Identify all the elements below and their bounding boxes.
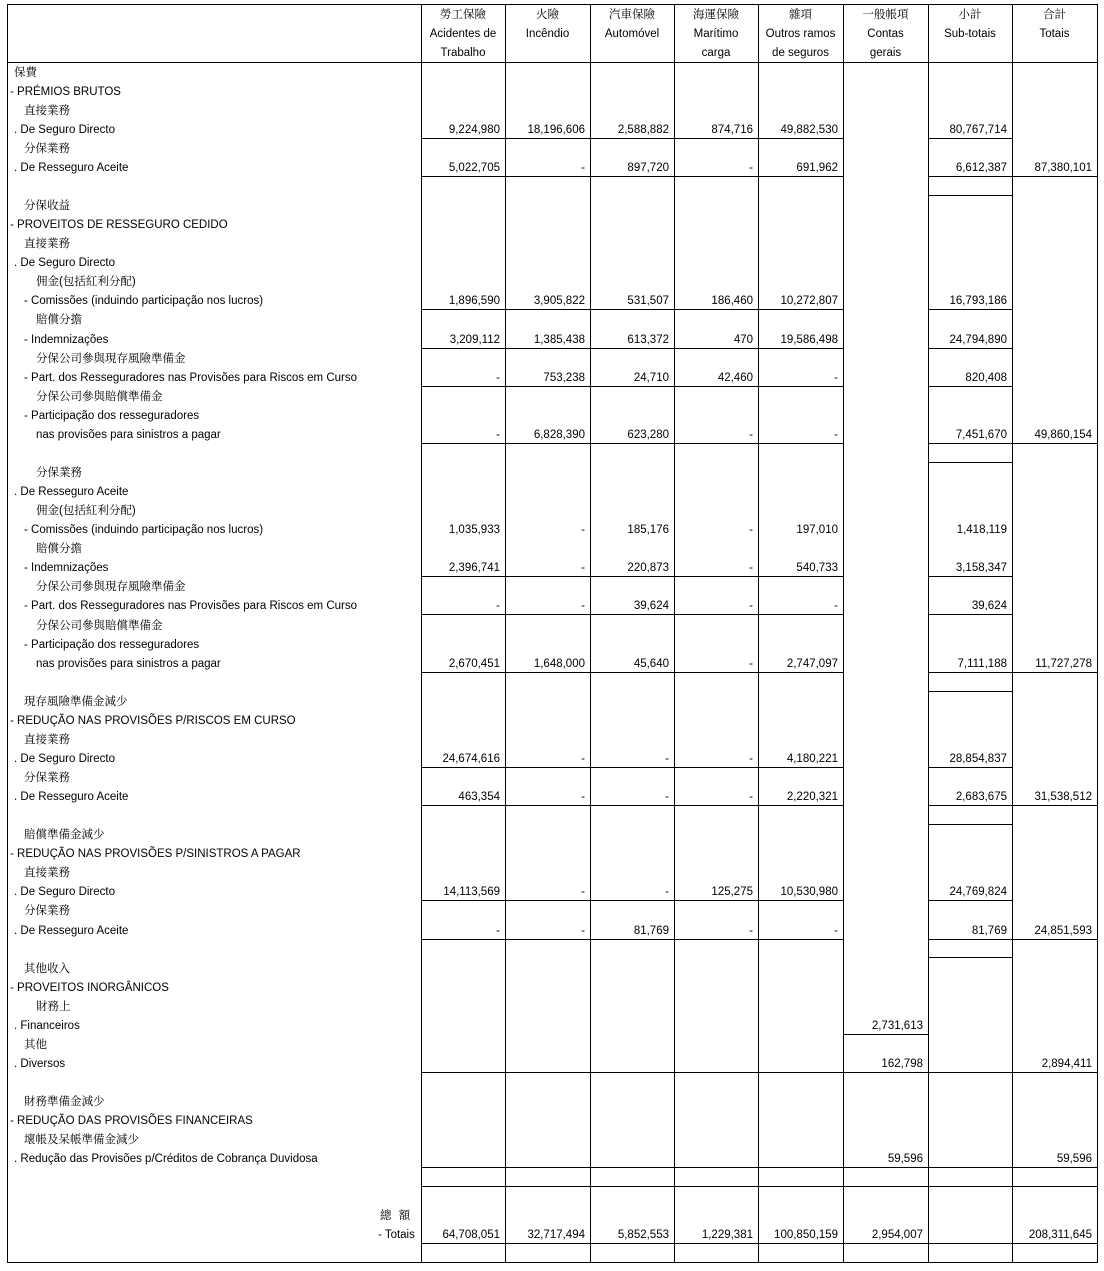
grid-line	[421, 805, 843, 806]
cell-value: -	[581, 600, 585, 612]
row-label: 其他	[24, 1039, 47, 1051]
column-header-line: Acidentes de	[429, 28, 497, 40]
row-label: 財務準備金減少	[24, 1096, 105, 1108]
grid-line	[421, 138, 843, 139]
cell-value: 4,180,221	[786, 753, 838, 765]
cell-value: 1,418,119	[956, 524, 1007, 536]
cell-value: -	[496, 600, 500, 612]
row-label: - Indemnizações	[24, 334, 109, 346]
grid-line	[421, 576, 843, 577]
grid-line	[1012, 443, 1097, 444]
grid-line	[421, 672, 843, 673]
grid-line	[421, 939, 843, 940]
grid-line	[928, 138, 1012, 139]
grid-line	[421, 348, 843, 349]
grid-line	[674, 4, 675, 1262]
cell-value: 16,793,186	[949, 295, 1007, 307]
cell-value: 1,035,933	[448, 524, 500, 536]
row-label: 分保業務	[24, 905, 70, 917]
grid-line	[928, 900, 1012, 901]
grid-line	[421, 176, 843, 177]
row-label: . De Resseguro Aceite	[14, 791, 129, 803]
cell-value: 49,860,154	[1034, 429, 1092, 441]
cell-value: 3,158,347	[955, 562, 1007, 574]
grid-line	[1012, 805, 1097, 806]
cell-value: 1,385,438	[533, 334, 585, 346]
grid-line	[7, 62, 1098, 63]
row-label: - Participação dos resseguradores	[24, 410, 200, 422]
grid-line	[928, 767, 1012, 768]
cell-value: -	[496, 925, 500, 937]
row-label: . De Resseguro Aceite	[14, 486, 129, 498]
grid-line	[421, 1186, 1098, 1187]
grid-line	[1012, 1072, 1097, 1073]
column-header-line: 一般帳項	[862, 9, 909, 21]
grid-line	[590, 4, 591, 1262]
cell-value: 39,624	[971, 600, 1007, 612]
row-label: - Comissões (induindo participação nos lucros)	[24, 524, 264, 536]
cell-value: 197,010	[796, 524, 838, 536]
cell-value: -	[749, 162, 753, 174]
row-label: 財務上	[36, 1001, 71, 1013]
row-label: - Part. dos Resseguradores nas Provisões para Riscos em Curso	[24, 372, 358, 384]
row-label: . Redução das Provisões p/Créditos de Cobrança Duvidosa	[14, 1153, 318, 1165]
cell-value: -	[749, 925, 753, 937]
row-label: 壞帳及呆帳準備金減少	[24, 1134, 139, 1146]
grid-line	[421, 443, 843, 444]
row-label: 分保業務	[36, 467, 82, 479]
row-label: . De Seguro Directo	[14, 753, 115, 765]
column-header-line: 勞工保險	[440, 9, 486, 21]
cell-value: -	[749, 429, 753, 441]
total-value: 64,708,051	[442, 1229, 500, 1241]
grid-line	[1012, 672, 1097, 673]
grid-line	[843, 1034, 928, 1035]
cell-value: -	[834, 372, 838, 384]
cell-value: 1,896,590	[448, 295, 500, 307]
grid-line	[928, 614, 1012, 615]
grid-line	[1097, 4, 1098, 1262]
cell-value: -	[581, 562, 585, 574]
grid-line	[843, 1167, 928, 1168]
grid-line	[421, 1167, 843, 1168]
cell-value: -	[749, 791, 753, 803]
cell-value: 5,022,705	[448, 162, 500, 174]
cell-value: -	[581, 886, 585, 898]
cell-value: -	[749, 753, 753, 765]
grid-line	[928, 386, 1012, 387]
cell-value: -	[581, 753, 585, 765]
row-label: - REDUÇÃO DAS PROVISÕES FINANCEIRAS	[10, 1115, 253, 1127]
row-label: - REDUÇÃO NAS PROVISÕES P/RISCOS EM CURSO	[10, 715, 296, 727]
row-label: 佣金(包括紅利分配)	[36, 276, 136, 288]
total-value: 100,850,159	[774, 1229, 838, 1241]
cell-value: -	[581, 524, 585, 536]
column-header-line: Automóvel	[604, 28, 660, 40]
cell-value: 220,873	[627, 562, 669, 574]
grid-line	[928, 176, 1012, 177]
cell-value: 2,683,675	[955, 791, 1007, 803]
cell-value: 59,596	[1056, 1153, 1092, 1165]
cell-value: 39,624	[633, 600, 669, 612]
grid-line	[928, 672, 1012, 673]
cell-value: 10,530,980	[780, 886, 838, 898]
grid-line	[928, 195, 1012, 196]
cell-value: 6,828,390	[533, 429, 585, 441]
grid-line	[928, 824, 1012, 825]
grid-line	[928, 939, 1012, 940]
row-label: - Participação dos resseguradores	[24, 639, 200, 651]
cell-value: 540,733	[796, 562, 838, 574]
column-header-line: 火險	[536, 9, 559, 21]
grid-line	[421, 900, 843, 901]
grid-line	[421, 4, 422, 1262]
row-label: - PROVEITOS DE RESSEGURO CEDIDO	[10, 219, 228, 231]
row-label: . De Resseguro Aceite	[14, 162, 129, 174]
column-header-line: Marítimo	[693, 28, 739, 40]
cell-value: 470	[733, 334, 753, 346]
grid-line	[928, 691, 1012, 692]
total-value: 5,852,553	[617, 1229, 669, 1241]
cell-value: 1,648,000	[533, 658, 585, 670]
row-label: 賠償分擔	[36, 314, 82, 326]
grid-line	[421, 1072, 843, 1073]
row-label: 直接業務	[24, 867, 70, 879]
row-label: - PROVEITOS INORGÂNICOS	[10, 982, 169, 994]
cell-value: -	[581, 162, 585, 174]
grid-line	[928, 309, 1012, 310]
row-label: 保費	[14, 67, 37, 79]
cell-value: 2,220,321	[786, 791, 838, 803]
grid-line	[928, 4, 929, 1262]
cell-value: -	[665, 791, 669, 803]
cell-value: 125,275	[711, 886, 753, 898]
cell-value: -	[834, 600, 838, 612]
cell-value: 24,794,890	[949, 334, 1007, 346]
cell-value: 2,588,882	[617, 124, 669, 136]
grid-line	[505, 4, 506, 1262]
cell-value: 81,769	[633, 925, 669, 937]
row-label: - PRÉMIOS BRUTOS	[10, 86, 121, 98]
cell-value: 623,280	[627, 429, 669, 441]
cell-value: 2,731,613	[871, 1020, 923, 1032]
cell-value: -	[749, 524, 753, 536]
grid-line	[928, 462, 1012, 463]
cell-value: 14,113,569	[443, 886, 500, 898]
row-label: 直接業務	[24, 238, 70, 250]
cell-value: 691,962	[796, 162, 838, 174]
grid-line	[928, 1167, 1012, 1168]
cell-value: 81,769	[971, 925, 1007, 937]
row-label: nas provisões para sinistros a pagar	[36, 658, 221, 670]
cell-value: 531,507	[627, 295, 669, 307]
grid-line	[928, 576, 1012, 577]
row-label: - Part. dos Resseguradores nas Provisões para Riscos em Curso	[24, 600, 358, 612]
column-header-line: 合計	[1043, 9, 1066, 21]
row-label: 賠償準備金減少	[24, 829, 105, 841]
total-value: 2,954,007	[871, 1229, 923, 1241]
row-label: 佣金(包括紅利分配)	[36, 505, 136, 517]
row-label: 分保公司參與賠償準備金	[36, 391, 163, 403]
grid-line	[421, 309, 843, 310]
grid-line	[421, 767, 843, 768]
cell-value: -	[834, 429, 838, 441]
total-value: 1,229,381	[701, 1229, 753, 1241]
cell-value: 49,882,530	[780, 124, 838, 136]
column-header-line: carga	[701, 47, 731, 59]
row-label: 直接業務	[24, 734, 70, 746]
totals-label-zh: 總 額	[380, 1210, 413, 1222]
row-label: nas provisões para sinistros a pagar	[36, 429, 221, 441]
grid-line	[928, 957, 1012, 958]
row-label: 分保公司參與賠償準備金	[36, 620, 163, 632]
cell-value: 7,451,670	[955, 429, 1007, 441]
grid-line	[1012, 1167, 1097, 1168]
grid-line	[843, 1072, 928, 1073]
cell-value: 897,720	[627, 162, 669, 174]
column-header-line: 汽車保險	[609, 9, 655, 21]
grid-line	[1012, 4, 1013, 1262]
cell-value: 463,354	[458, 791, 500, 803]
cell-value: 185,176	[627, 524, 669, 536]
grid-line	[1012, 176, 1097, 177]
cell-value: 28,854,837	[949, 753, 1007, 765]
row-label: 現存風險準備金減少	[24, 696, 128, 708]
cell-value: 80,767,714	[949, 124, 1007, 136]
cell-value: -	[749, 658, 753, 670]
cell-value: 9,224,980	[448, 124, 500, 136]
cell-value: 2,670,451	[448, 658, 500, 670]
cell-value: -	[496, 429, 500, 441]
cell-value: -	[834, 925, 838, 937]
column-header-line: Totais	[1039, 28, 1070, 40]
cell-value: 31,538,512	[1034, 791, 1092, 803]
column-header-line: 小計	[958, 9, 982, 21]
cell-value: -	[581, 791, 585, 803]
cell-value: -	[749, 600, 753, 612]
totals-label-pt: - Totais	[378, 1229, 415, 1241]
cell-value: -	[749, 562, 753, 574]
row-label: 分保業務	[24, 772, 70, 784]
row-label: 分保公司參與現存風險準備金	[36, 581, 186, 593]
cell-value: 753,238	[543, 372, 585, 384]
grid-line	[7, 1262, 1098, 1263]
row-label: . Diversos	[14, 1058, 66, 1070]
cell-value: 18,196,606	[527, 124, 585, 136]
grid-line	[7, 4, 8, 1262]
row-label: . De Resseguro Aceite	[14, 925, 129, 937]
cell-value: 19,586,498	[780, 334, 838, 346]
row-label: 其他收入	[24, 963, 70, 975]
column-header-line: de seguros	[772, 47, 829, 59]
row-label: - Comissões (induindo participação nos lucros)	[24, 295, 264, 307]
cell-value: -	[665, 753, 669, 765]
row-label: . De Seguro Directo	[14, 124, 115, 136]
cell-value: 6,612,387	[955, 162, 1007, 174]
cell-value: 24,710	[633, 372, 669, 384]
row-label: 直接業務	[24, 105, 70, 117]
row-label: . De Seguro Directo	[14, 886, 115, 898]
cell-value: 2,396,741	[448, 562, 500, 574]
cell-value: 24,674,616	[442, 753, 500, 765]
grid-line	[421, 386, 843, 387]
row-label: 賠償分擔	[36, 543, 82, 555]
cell-value: 59,596	[887, 1153, 923, 1165]
grid-line	[421, 614, 843, 615]
column-header-line: Outros ramos	[765, 28, 836, 40]
cell-value: -	[581, 925, 585, 937]
cell-value: 2,894,411	[1041, 1058, 1092, 1070]
cell-value: 3,905,822	[533, 295, 585, 307]
total-value: 32,717,494	[527, 1229, 585, 1241]
cell-value: 45,640	[633, 658, 669, 670]
grid-line	[7, 4, 1098, 5]
grid-line	[928, 348, 1012, 349]
cell-value: 186,460	[711, 295, 753, 307]
cell-value: 874,716	[711, 124, 753, 136]
grid-line	[928, 805, 1012, 806]
column-header-line: gerais	[869, 47, 902, 59]
row-label: . Financeiros	[14, 1020, 80, 1032]
cell-value: 24,769,824	[949, 886, 1007, 898]
cell-value: -	[496, 372, 500, 384]
cell-value: 42,460	[717, 372, 753, 384]
column-header-line: 雜項	[789, 9, 812, 21]
cell-value: 11,727,278	[1035, 658, 1092, 670]
row-label: 分保公司參與現存風險準備金	[36, 353, 186, 365]
cell-value: 7,111,188	[957, 658, 1007, 670]
grid-line	[843, 4, 844, 1262]
cell-value: 24,851,593	[1034, 925, 1092, 937]
grid-line	[928, 1072, 1012, 1073]
row-label: 分保收益	[24, 200, 70, 212]
total-value: 208,311,645	[1028, 1229, 1092, 1241]
cell-value: 162,798	[881, 1058, 923, 1070]
cell-value: 613,372	[627, 334, 669, 346]
grid-line	[1012, 939, 1097, 940]
cell-value: 820,408	[965, 372, 1007, 384]
column-header-line: Sub-totais	[944, 28, 996, 40]
cell-value: 3,209,112	[449, 334, 500, 346]
column-header-line: 海運保險	[693, 9, 739, 21]
grid-line	[928, 443, 1012, 444]
row-label: . De Seguro Directo	[14, 257, 115, 269]
column-header-line: Incêndio	[525, 28, 570, 40]
cell-value: 87,380,101	[1034, 162, 1092, 174]
row-label: - REDUÇÃO NAS PROVISÕES P/SINISTROS A PAGAR	[10, 848, 301, 860]
grid-line	[758, 4, 759, 1262]
row-label: 分保業務	[24, 143, 70, 155]
cell-value: -	[665, 886, 669, 898]
row-label: - Indemnizações	[24, 562, 109, 574]
grid-line	[421, 1243, 1098, 1244]
column-header-line: Trabalho	[440, 47, 486, 59]
cell-value: 2,747,097	[786, 658, 838, 670]
cell-value: 10,272,807	[780, 295, 838, 307]
column-header-line: Contas	[867, 28, 904, 40]
